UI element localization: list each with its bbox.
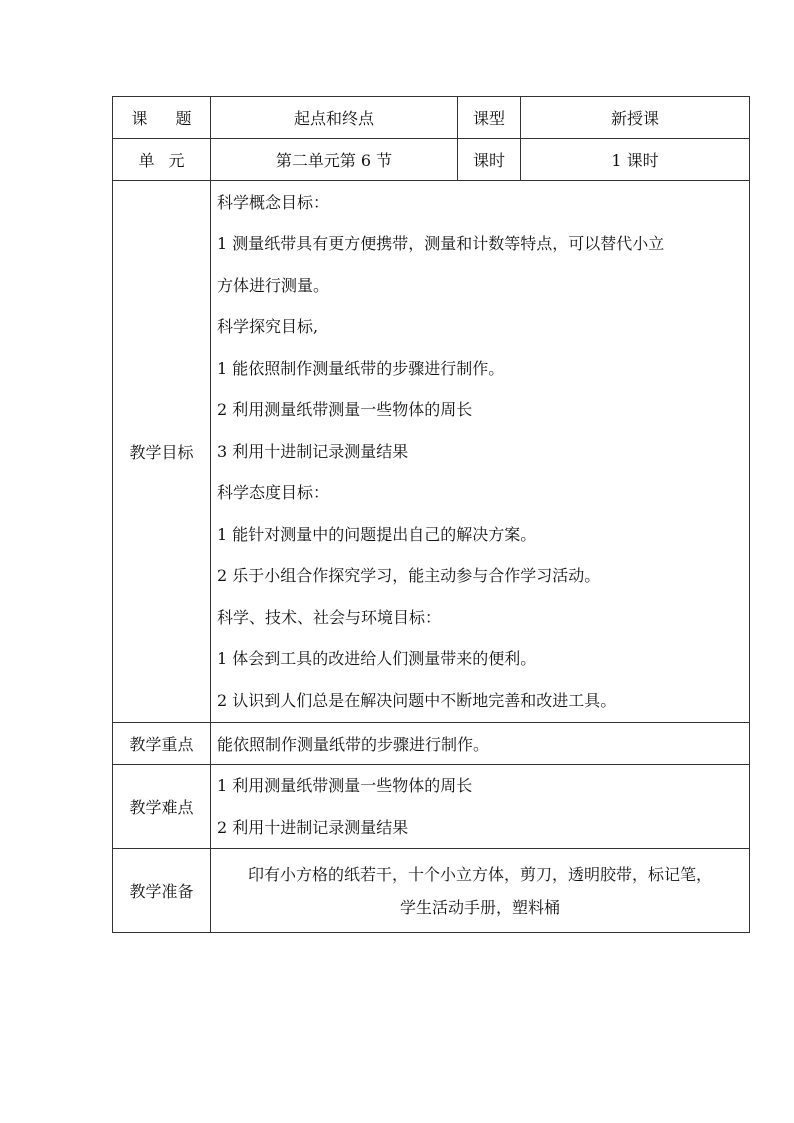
objective-line: 2 认识到人们总是在解决问题中不断地完善和改进工具。 — [217, 690, 617, 710]
objectives-label: 教学目标 — [113, 181, 211, 723]
objective-line: 1 测量纸带具有更方便携带，测量和计数等特点，可以替代小立 — [217, 234, 665, 254]
difficulty-line: 1 利用测量纸带测量一些物体的周长 — [217, 776, 473, 795]
objective-line: 科学态度目标： — [217, 483, 330, 503]
key-points-value: 能依照制作测量纸带的步骤进行制作。 — [211, 723, 750, 765]
topic-label-char-2: 题 — [175, 109, 192, 128]
type-label: 课型 — [458, 97, 521, 139]
row-topic — [113, 97, 750, 139]
hours-label: 课时 — [458, 139, 521, 181]
objective-line: 2 利用测量纸带测量一些物体的周长 — [217, 400, 473, 420]
objectives-content — [211, 181, 750, 723]
topic-value: 起点和终点 — [211, 97, 458, 139]
objective-line: 2 乐于小组合作探究学习，能主动参与合作学习活动。 — [217, 566, 601, 586]
objective-line: 1 能针对测量中的问题提出自己的解决方案。 — [217, 524, 537, 544]
objective-line: 1 体会到工具的改进给人们测量带来的便利。 — [217, 649, 537, 669]
difficulties-content — [211, 765, 750, 849]
row-unit — [113, 139, 750, 181]
difficulties-label: 教学难点 — [113, 765, 211, 849]
difficulty-line: 2 利用十进制记录测量结果 — [217, 817, 409, 837]
objective-line: 3 利用十进制记录测量结果 — [217, 441, 409, 461]
objective-line: 科学探究目标, — [217, 317, 319, 337]
preparation-line: 印有小方格的纸若干，十个小立方体，剪刀，透明胶带，标记笔， — [247, 864, 712, 884]
objective-line: 科学概念目标： — [217, 192, 330, 212]
row-difficulties — [113, 765, 750, 849]
objective-line: 方体进行测量。 — [217, 275, 330, 295]
unit-label-char-2: 元 — [168, 151, 185, 170]
objective-line: 科学、技术、社会与环境目标： — [217, 607, 442, 627]
lesson-plan-table — [112, 96, 750, 933]
topic-label-char-1: 课 — [131, 109, 148, 128]
type-value: 新授课 — [521, 97, 750, 139]
unit-value: 第二单元第 6 节 — [211, 139, 458, 181]
preparation-content — [211, 849, 750, 933]
objective-line: 1 能依照制作测量纸带的步骤进行制作。 — [217, 358, 505, 378]
unit-label — [113, 139, 211, 181]
topic-label — [113, 97, 211, 139]
preparation-line: 学生活动手册，塑料桶 — [399, 897, 560, 917]
row-objectives — [113, 181, 750, 723]
key-points-label: 教学重点 — [113, 723, 211, 765]
row-preparation — [113, 849, 750, 933]
unit-label-char-1: 单 — [138, 151, 155, 170]
hours-value: 1 课时 — [521, 139, 750, 181]
row-key-points — [113, 723, 750, 765]
preparation-label: 教学准备 — [113, 849, 211, 933]
